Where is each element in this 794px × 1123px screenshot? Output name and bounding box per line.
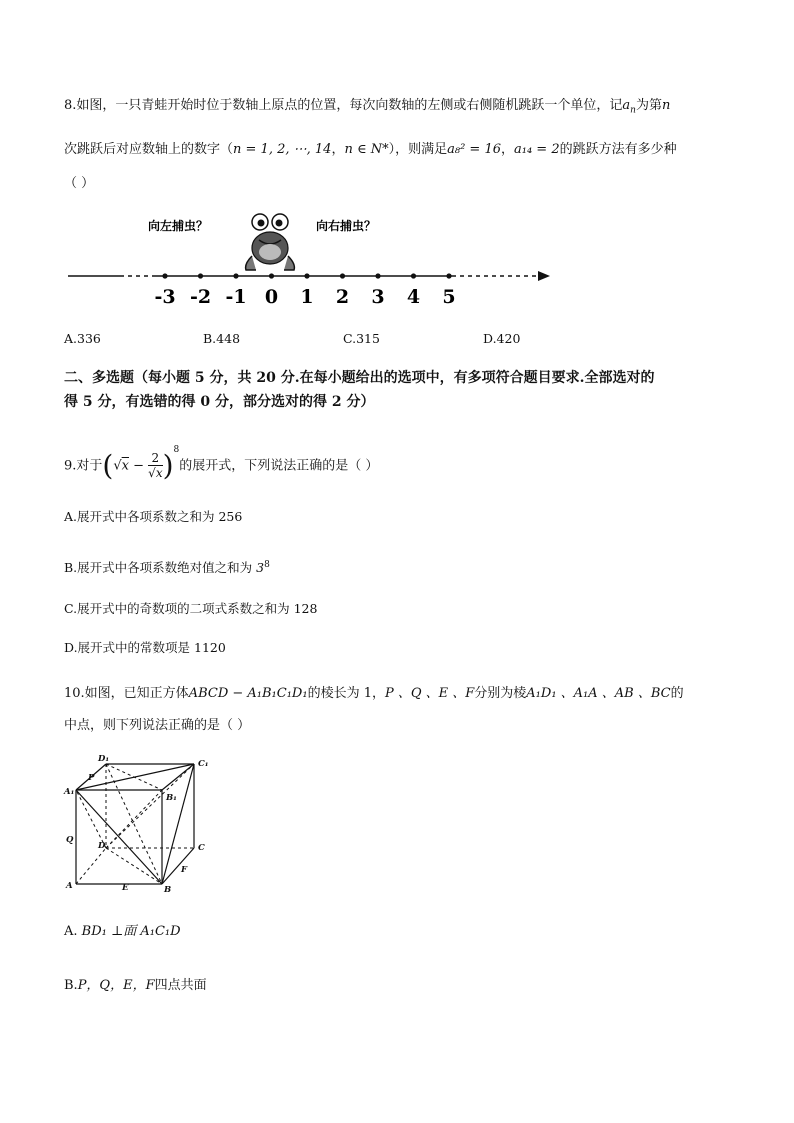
q8-line1-tail: 为第 bbox=[635, 98, 662, 113]
q9-option-b bbox=[64, 556, 270, 577]
cube-figure bbox=[58, 752, 228, 897]
left-text: 向左捕虫？ bbox=[148, 219, 209, 233]
q10-option-a bbox=[64, 922, 181, 942]
q9-option-b-text: B.展开式中各项系数绝对值之和为 bbox=[64, 560, 253, 576]
label-c: C bbox=[198, 843, 205, 853]
q9-option-b-base: 3 bbox=[256, 560, 265, 576]
section2-title-line1: 二、多选题（每小题 5 分，共 20 分.在每小题给出的选项中，有多项符合题目要求.全部选对的 bbox=[64, 370, 655, 386]
label-b: B bbox=[164, 885, 172, 895]
number-line-figure bbox=[60, 200, 560, 310]
q9-stem: 9.对于(√x − $\frac{2}{√x}$ )$^8$的展开式，下列说法正确的是（ ） bbox=[64, 445, 379, 482]
tick-dot bbox=[375, 273, 380, 278]
axis-ticks bbox=[154, 273, 455, 308]
q10-points: P 、Q 、E 、F bbox=[384, 686, 475, 701]
tick-label: 4 bbox=[406, 286, 421, 308]
section2-title-line2: 得 5 分，有选错的得 0 分，部分选对的得 2 分） bbox=[64, 394, 375, 410]
q9-option-b-exp: 8 bbox=[264, 560, 270, 570]
q8-line2-b: ），则满足 bbox=[388, 142, 448, 157]
tick-dot bbox=[340, 273, 345, 278]
tick-dot bbox=[446, 273, 451, 278]
q10-line2: 中点，则下列说法正确的是（ ） bbox=[64, 718, 251, 733]
label-b1: B₁ bbox=[166, 793, 177, 803]
tick-dot bbox=[411, 273, 416, 278]
q8-eq1: a₈² = 16 bbox=[447, 142, 501, 157]
q8-answer-paren: （ ） bbox=[64, 176, 95, 191]
tick-dot bbox=[269, 273, 274, 278]
q8-option-a: A.336 bbox=[64, 331, 101, 346]
q9-sqrt-x: √x bbox=[113, 458, 129, 474]
q10-line1-c: 分别为棱 bbox=[474, 686, 527, 701]
q8-option-b: B.448 bbox=[203, 331, 241, 346]
tick-label: -2 bbox=[189, 286, 212, 308]
q8-line1-text: 8.如图，一只青蛙开始时位于数轴上原点的位置，每次向数轴的左侧或右侧随机跳跃一个单位，记 bbox=[64, 98, 623, 113]
q10-line1-a: 10.如图，已知正方体 bbox=[64, 686, 189, 701]
label-f: F bbox=[181, 865, 188, 875]
q8-cond2: n ∈ N* bbox=[344, 142, 389, 157]
tick-dot bbox=[198, 273, 203, 278]
q10-edges: A₁D₁ 、A₁A 、AB 、BC bbox=[526, 686, 671, 701]
label-d: D bbox=[98, 841, 106, 851]
tick-label: 5 bbox=[442, 286, 456, 308]
q9-suffix: 的展开式，下列说法正确的是（ ） bbox=[179, 458, 379, 474]
q8-option-d: D.420 bbox=[483, 331, 521, 346]
label-p: P bbox=[88, 773, 95, 783]
q10-option-a-text: BD₁ ⊥面 A₁C₁D bbox=[81, 924, 181, 939]
q10-option-b-prefix: B. bbox=[64, 978, 78, 993]
q8-sep: ， bbox=[331, 142, 345, 157]
q10-option-b bbox=[64, 976, 207, 996]
label-q: Q bbox=[66, 835, 74, 845]
q8-var-sub: n bbox=[630, 105, 636, 116]
q8-line1 bbox=[64, 96, 670, 121]
q8-option-c: C.315 bbox=[343, 331, 380, 346]
q10-line1-b: 的棱长为 1， bbox=[307, 686, 385, 701]
tick-dot bbox=[162, 273, 167, 278]
q10-option-a-prefix: A. bbox=[64, 924, 78, 939]
q8-var-n: n bbox=[661, 98, 671, 113]
q10-option-b-points: P，Q，E，F bbox=[77, 978, 155, 993]
q8-eq2: a₁₄ = 2 bbox=[514, 142, 560, 157]
q9-option-d: D.展开式中的常数项是 1120 bbox=[64, 640, 226, 655]
q9-option-a: A.展开式中各项系数之和为 256 bbox=[64, 509, 243, 524]
tick-label: -1 bbox=[225, 286, 247, 308]
label-a: A bbox=[66, 881, 73, 891]
axis-arrow-icon bbox=[538, 271, 550, 281]
q10-option-b-tail: 四点共面 bbox=[154, 978, 207, 993]
label-e: E bbox=[122, 883, 129, 893]
tick-label: 3 bbox=[371, 286, 385, 308]
q8-line2-d: 的跳跃方法有多少种 bbox=[559, 142, 677, 157]
tick-label: -3 bbox=[154, 286, 176, 308]
label-a1: A₁ bbox=[64, 787, 75, 797]
q8-line2-a: 次跳跃后对应数轴上的数字（ bbox=[64, 142, 234, 157]
q9-frac-num: 2 bbox=[148, 452, 162, 466]
tick-dot bbox=[233, 273, 238, 278]
label-c1: C₁ bbox=[198, 759, 209, 769]
q9-fraction: $\frac{2}{√x}$ bbox=[148, 450, 163, 480]
q8-line2-c: ， bbox=[500, 142, 514, 157]
q10-line1 bbox=[64, 684, 684, 704]
tick-label: 1 bbox=[300, 286, 314, 308]
q10-cube-name: ABCD − A₁B₁C₁D₁ bbox=[188, 686, 308, 701]
label-d1: D₁ bbox=[98, 754, 110, 764]
tick-label: 2 bbox=[335, 286, 350, 308]
q9-exponent: 8 bbox=[173, 445, 180, 455]
tick-dot bbox=[304, 273, 309, 278]
frog-icon bbox=[246, 214, 295, 270]
q9-prefix: 9.对于 bbox=[64, 458, 103, 474]
q10-line1-d: 的 bbox=[670, 686, 684, 701]
q8-line2 bbox=[64, 140, 677, 160]
right-text: 向右捕虫？ bbox=[316, 219, 377, 233]
tick-label: 0 bbox=[264, 286, 279, 308]
q9-option-c: C.展开式中的奇数项的二项式系数之和为 128 bbox=[64, 601, 318, 616]
q8-cond: n = 1, 2, ⋯, 14 bbox=[233, 142, 332, 157]
q8-var-a: a bbox=[622, 98, 631, 113]
